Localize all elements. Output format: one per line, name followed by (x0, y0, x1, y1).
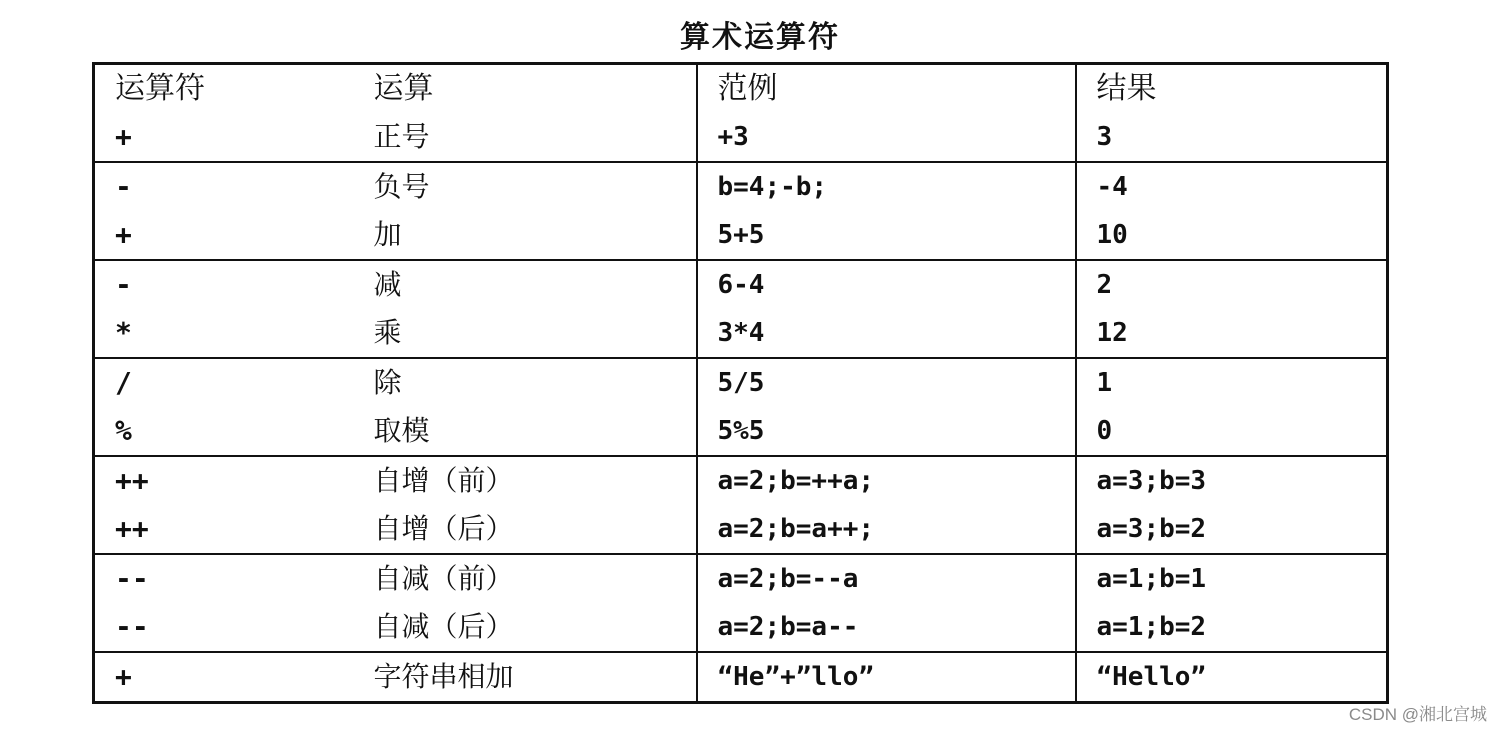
table-header-row (94, 64, 1388, 114)
operation-cell: 乘 (354, 309, 697, 358)
example-cell: a=2;b=a++; (697, 505, 1076, 554)
operation-cell: 自减（前） (354, 554, 697, 603)
result-cell: 1 (1096, 368, 1113, 398)
result-cell: a=1;b=1 (1096, 564, 1207, 594)
result-cell: 10 (1076, 211, 1388, 260)
header-operator: 运算符 (115, 71, 205, 106)
watermark: CSDN @湘北宫城 (1348, 705, 1487, 724)
operation-cell: 加 (354, 211, 697, 260)
table-row (94, 309, 1388, 358)
operator-cell: + (115, 660, 132, 693)
result-cell: 0 (1076, 407, 1388, 456)
table-row (94, 603, 1388, 652)
result-cell: 12 (1076, 309, 1388, 358)
operator-cell: ++ (94, 505, 354, 554)
operator-cell: + (94, 113, 354, 162)
operator-cell: * (94, 309, 354, 358)
example-cell: a=2;b=--a (697, 554, 1076, 603)
operator-cell: % (94, 407, 354, 456)
example-cell: a=2;b=++a; (697, 456, 1076, 505)
table-row (94, 358, 1388, 407)
operator-cell: -- (115, 562, 149, 595)
result-cell: 2 (1096, 270, 1113, 300)
operator-cell: -- (94, 603, 354, 652)
table-row (94, 505, 1388, 554)
arithmetic-operators-table (92, 62, 1389, 704)
operator-cell: / (115, 366, 132, 399)
result-cell: “Hello” (1096, 662, 1207, 692)
example-cell: a=2;b=a-- (697, 603, 1076, 652)
operation-cell: 除 (354, 358, 697, 407)
result-cell: a=3;b=3 (1096, 466, 1207, 496)
result-cell: a=3;b=2 (1076, 505, 1388, 554)
header-operation: 运算 (354, 64, 697, 114)
result-cell: -4 (1096, 172, 1128, 202)
operation-cell: 正号 (354, 113, 697, 162)
operation-cell: 字符串相加 (354, 652, 697, 703)
example-cell: “He”+”llo” (697, 652, 1076, 703)
operator-cell: - (115, 170, 132, 203)
operation-cell: 取模 (354, 407, 697, 456)
operator-cell: - (115, 268, 132, 301)
example-cell: +3 (697, 113, 1076, 162)
operator-cell: + (94, 211, 354, 260)
result-cell: a=1;b=2 (1076, 603, 1388, 652)
table-row (94, 652, 1388, 703)
header-example: 范例 (697, 64, 1076, 114)
example-cell: 6-4 (697, 260, 1076, 309)
table-row (94, 113, 1388, 162)
operation-cell: 自增（前） (354, 456, 697, 505)
table-row (94, 407, 1388, 456)
table-row (94, 211, 1388, 260)
example-cell: 5/5 (697, 358, 1076, 407)
table-title: 算术运算符 (680, 20, 840, 55)
operator-cell: ++ (115, 464, 149, 497)
table-row (94, 260, 1388, 309)
operation-cell: 自减（后） (354, 603, 697, 652)
operation-cell: 减 (354, 260, 697, 309)
example-cell: 5%5 (697, 407, 1076, 456)
operation-cell: 自增（后） (354, 505, 697, 554)
table-row (94, 456, 1388, 505)
example-cell: b=4;-b; (697, 162, 1076, 211)
operation-cell: 负号 (354, 162, 697, 211)
header-result: 结果 (1096, 71, 1157, 106)
table-row (94, 162, 1388, 211)
result-cell: 3 (1076, 113, 1388, 162)
example-cell: 3*4 (697, 309, 1076, 358)
table-row (94, 554, 1388, 603)
example-cell: 5+5 (697, 211, 1076, 260)
